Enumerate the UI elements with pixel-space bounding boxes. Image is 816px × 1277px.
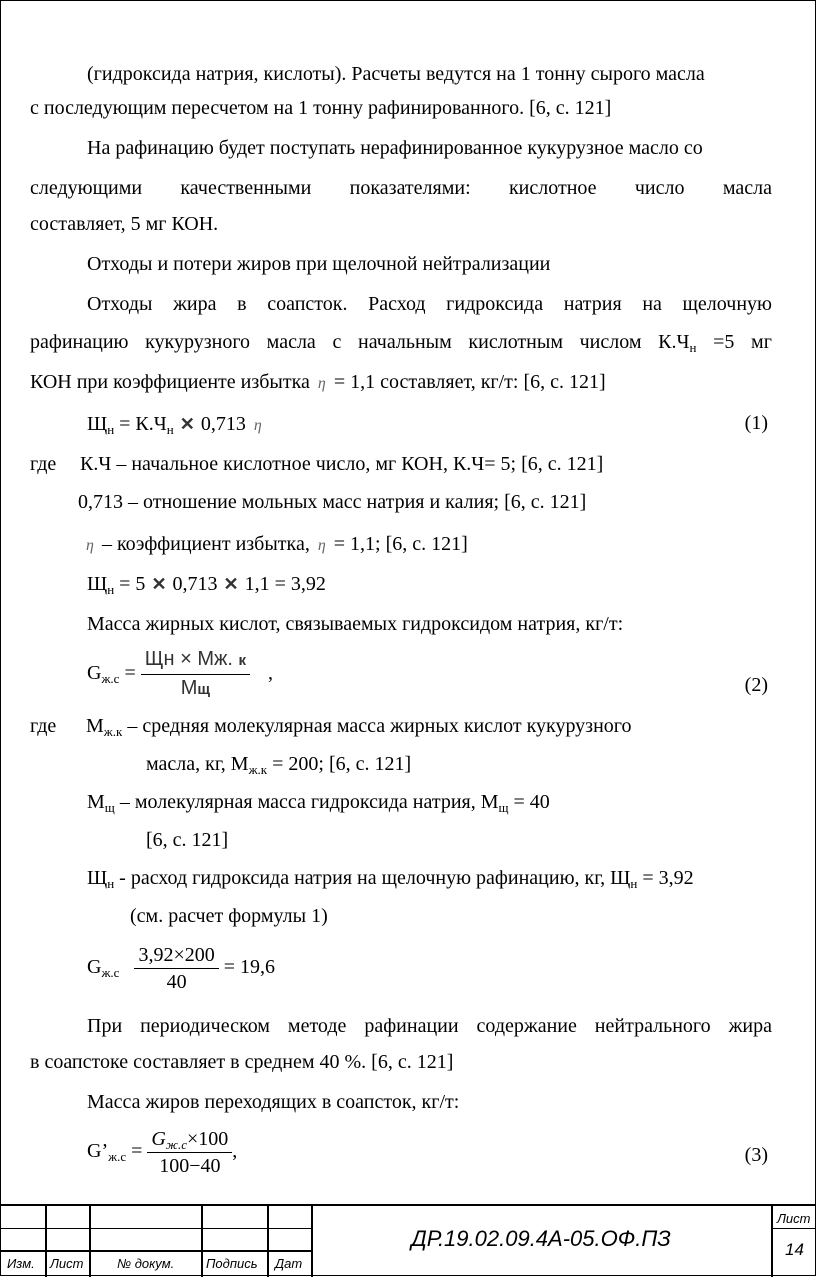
stamp-divider [771,1206,773,1277]
eta-symbol: ƞ [317,375,326,392]
word: периодическом [140,1015,270,1037]
word: Расход [368,293,426,315]
numerator [147,1128,232,1153]
word: кислотным [468,331,563,353]
text-span: - расход гидроксида натрия на щелочную рафинацию, кг, Щ [114,867,631,889]
formula-2 [87,648,273,701]
word: нейтрального [594,1015,711,1037]
formula-text: G [87,662,102,685]
formula-number: (1) [744,412,768,434]
stamp-label-izm: Изм. [7,1256,35,1271]
subscript: ж.с [101,671,120,687]
text-line: К.Ч – начальное кислотное число, мг КОН, К.Ч= 5; [6, с. 121] [80,453,604,475]
word: на [642,293,662,315]
formula-text: 1,1 = 3,92 [244,573,326,595]
text-span: М [87,791,105,813]
formula-text: Щ [87,413,108,435]
text-line [86,714,632,738]
subscript: щ [498,800,509,815]
formula-1 [87,412,270,438]
text-span: М [86,715,104,737]
justified-line [87,1014,772,1038]
eta-symbol: ƞ [317,537,326,554]
word: методе [287,1015,347,1037]
text-line [87,866,694,890]
word: масла [722,177,772,199]
text-span: = 40 [508,791,550,813]
subscript: н [630,876,638,891]
word: мг [751,331,772,353]
text-line [87,790,550,814]
justified-line [30,176,772,200]
formula-text: G [151,1128,166,1150]
formula-number: (3) [744,1144,768,1166]
formula-text: 0,713 [200,413,246,435]
text-span: = 1,1; [6, с. 121] [333,533,468,555]
fraction [141,648,250,701]
sheet-label: Лист [777,1211,811,1226]
word: гидроксида [446,293,544,315]
text-span: – средняя молекулярная масса жирных кислот кукурузного [122,715,632,737]
stamp-row-line [1,1228,313,1229]
justified-line [30,330,772,354]
formula-text: = [131,1140,143,1163]
word: начальным [357,331,452,353]
text-line: [6, с. 121] [146,829,229,851]
word: жира [173,293,217,315]
word: кислотное [508,177,597,199]
formula-text: = [124,662,136,685]
fraction [134,944,218,993]
subscript: ж.с [101,965,120,981]
text-line: составляет, 5 мг КОН. [30,213,219,235]
formula-text: к [238,652,247,669]
denominator: 40 [166,971,187,993]
formula-text: = 19,6 [223,956,276,979]
numerator [141,648,250,675]
subscript: н [166,422,174,437]
subscript: н [107,582,115,597]
denominator [177,675,214,701]
word: следующими [30,177,143,199]
text-span: масла, кг, М [146,753,249,775]
stamp-label-data: Дат [275,1256,303,1271]
calculation-2 [87,944,275,993]
multiply-icon: ✕ [151,574,167,594]
word: показателями: [349,177,471,199]
word: щелочную [682,293,772,315]
formula-text: = К.Ч [119,413,167,435]
text-span: = 200; [6, с. 121] [267,753,412,775]
formula-text: ×100 [186,1128,229,1150]
formula-number: (2) [744,674,768,696]
text-span: = 1,1 составляет, кг/т: [6, с. 121] [333,371,606,393]
text-line: в соапстоке составляет в среднем 40 %. [6, с. 121] [30,1051,454,1073]
text-span: = 3,92 [637,867,694,889]
text-line: Масса жирных кислот, связываемых гидроксидом натрия, кг/т: [87,613,624,635]
text-line [146,752,411,776]
formula-text: щ [197,681,211,698]
word: содержание [476,1015,577,1037]
text-line [30,370,606,396]
formula-text: G’ [87,1140,109,1163]
fraction [147,1128,232,1177]
word: рафинацию [30,331,129,353]
where-label: где [30,715,57,737]
word: в [237,293,247,315]
text-line: (см. расчет формулы 1) [130,905,328,927]
text-span: – молекулярная масса гидроксида натрия, М [114,791,499,813]
formula-text: , [268,662,274,685]
word: рафинации [364,1015,459,1037]
text-span: КОН при коэффициенте избытка [30,371,310,393]
stamp-label-list: Лист [50,1256,84,1271]
where-label: где [30,453,57,475]
stamp-label-podp: Подпись [206,1256,258,1271]
title-block [1,1204,815,1277]
subscript: ж.к [248,762,268,777]
formula-text: , [232,1140,238,1163]
word: кукурузного [145,331,251,353]
subscript: ж.с [165,1137,187,1152]
multiply-icon: ✕ [223,574,239,594]
text-line [78,532,468,558]
text-line: 0,713 – отношение мольных масс натрия и калия; [6, с. 121] [78,491,587,513]
text-line: Масса жиров переходящих в соапсток, кг/т: [87,1091,460,1113]
justified-line [87,292,772,316]
word: масла [266,331,316,353]
word: натрия [563,293,622,315]
text-line: На рафинацию будет поступать нерафинированное кукурузное масло со [87,137,703,159]
stamp-row-line [1,1250,313,1252]
text-span: – коэффициент избытка, [101,533,310,555]
document-code: ДР.19.02.09.4А-05.ОФ.ПЗ [411,1226,671,1251]
multiply-icon: ✕ [179,414,195,434]
word: числом [579,331,642,353]
subscript: ж.с [108,1149,127,1165]
word: $К.Ч_н$ [658,331,697,355]
subscript: н [689,340,697,355]
stamp-row-line [771,1228,815,1229]
word: с [332,331,342,353]
stamp-label-ndoc: № докум. [117,1256,175,1271]
word: =5 [713,331,735,353]
subscript: ж.к [103,724,123,739]
subscript: щ [104,800,115,815]
text-line: (гидроксида натрия, кислоты). Расчеты ведутся на 1 тонну сырого масла [87,63,705,85]
subscript: н [107,422,115,437]
section-heading: Отходы и потери жиров при щелочной нейтрализации [87,253,551,275]
denominator: 100−40 [159,1155,221,1177]
formula-text: Щн × Мж. [144,648,233,670]
word: соапсток. [267,293,348,315]
word: Отходы [87,293,153,315]
word: При [87,1015,123,1037]
subscript: н [107,876,115,891]
eta-symbol: ƞ [86,537,94,554]
formula-text: 0,713 [172,573,218,595]
word: качественными [180,177,312,199]
formula-3 [87,1128,237,1177]
formula-text: М [180,677,198,699]
sheet-number: 14 [785,1240,804,1259]
word: жира [728,1015,772,1037]
word: число [634,177,685,199]
text-line: с последующим пересчетом на 1 тонну рафинированного. [6, с. 121] [30,97,612,119]
formula-text: = 5 [119,573,146,595]
text-span: Щ [87,867,108,889]
calculation-1 [87,572,326,596]
numerator: 3,92×200 [134,944,218,969]
eta-symbol: ƞ [253,417,262,434]
formula-text: G [87,956,102,979]
formula-text: Щ [87,573,108,595]
